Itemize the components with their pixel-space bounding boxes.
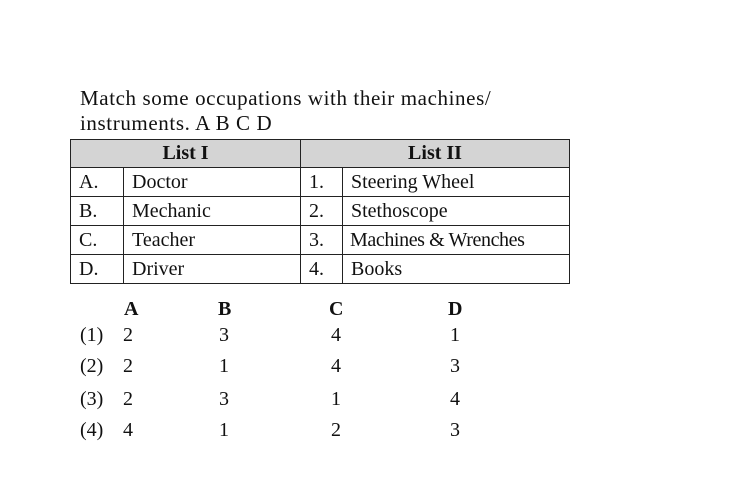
- option-3-value-b: 3: [219, 388, 229, 410]
- question-line-1: Match some occupations with their machines/: [80, 86, 492, 110]
- list-2-item: Machines & Wrenches: [343, 226, 570, 255]
- option-1-value-b: 3: [219, 324, 229, 346]
- option-4-value-d: 3: [450, 419, 460, 441]
- option-3-label[interactable]: (3): [80, 388, 104, 410]
- option-3-value-a: 2: [123, 388, 133, 410]
- list-1-item: Mechanic: [124, 197, 301, 226]
- option-2-label[interactable]: (2): [80, 355, 104, 377]
- list-2-number: 4.: [301, 255, 343, 284]
- option-2-value-d: 3: [450, 355, 460, 377]
- list-2-number: 3.: [301, 226, 343, 255]
- list-1-letter: D.: [71, 255, 124, 284]
- list-2-item: Books: [343, 255, 570, 284]
- option-3-value-c: 1: [331, 388, 341, 410]
- option-4-value-a: 4: [123, 419, 133, 441]
- option-4-value-c: 2: [331, 419, 341, 441]
- option-2-value-a: 2: [123, 355, 133, 377]
- option-header-c: C: [329, 298, 344, 320]
- option-2-value-b: 1: [219, 355, 229, 377]
- option-1-value-c: 4: [331, 324, 341, 346]
- option-header-d: D: [448, 298, 463, 320]
- list-2-number: 1.: [301, 168, 343, 197]
- list-1-letter: C.: [71, 226, 124, 255]
- list-1-item: Teacher: [124, 226, 301, 255]
- list-2-header: List II: [301, 140, 570, 168]
- list-1-item: Driver: [124, 255, 301, 284]
- list-2-item: Steering Wheel: [343, 168, 570, 197]
- option-1-value-d: 1: [450, 324, 460, 346]
- option-4-label[interactable]: (4): [80, 419, 104, 441]
- option-1-label[interactable]: (1): [80, 324, 104, 346]
- option-header-b: B: [218, 298, 232, 320]
- question-line-2: instruments. A B C D: [80, 111, 273, 135]
- list-2-number: 2.: [301, 197, 343, 226]
- list-1-header: List I: [71, 140, 301, 168]
- list-1-letter: A.: [71, 168, 124, 197]
- list-1-item: Doctor: [124, 168, 301, 197]
- list-2-item: Stethoscope: [343, 197, 570, 226]
- option-4-value-b: 1: [219, 419, 229, 441]
- option-header-a: A: [124, 298, 139, 320]
- option-1-value-a: 2: [123, 324, 133, 346]
- option-3-value-d: 4: [450, 388, 460, 410]
- option-2-value-c: 4: [331, 355, 341, 377]
- list-1-letter: B.: [71, 197, 124, 226]
